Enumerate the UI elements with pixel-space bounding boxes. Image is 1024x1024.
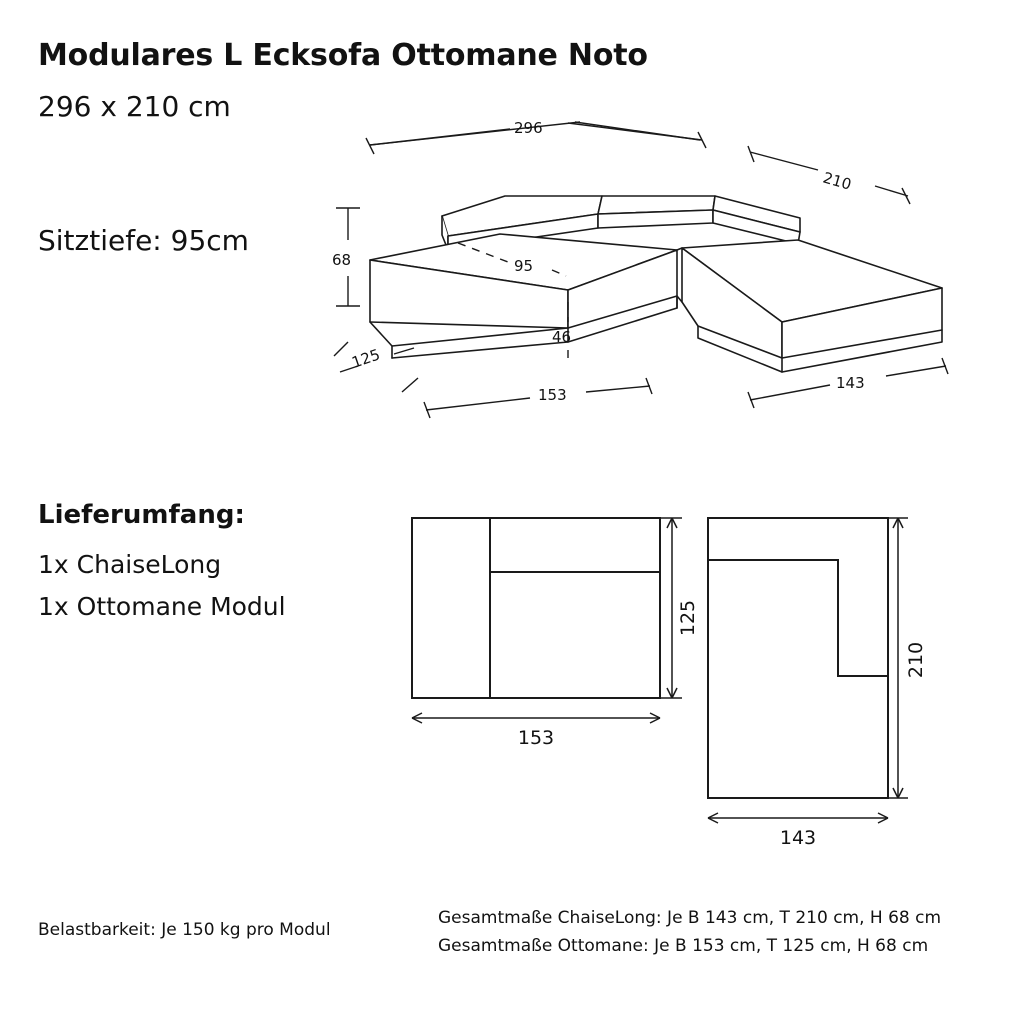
chaiselong-dimensions — [708, 518, 908, 823]
seat-depth-label: Sitztiefe: 95cm — [38, 224, 249, 257]
sofa-perspective-outline — [370, 196, 942, 372]
page-subtitle: 296 x 210 cm — [38, 90, 231, 123]
perspective-sofa-drawing — [330, 110, 970, 440]
dim-module-depth: 125 — [349, 345, 383, 372]
dim-total-width: 296 — [514, 119, 543, 137]
ottomane-plan-shape — [412, 518, 660, 698]
dim-height: 68 — [332, 251, 352, 269]
plan-ottomane-width: 153 — [517, 727, 555, 749]
page-title: Modulares L Ecksofa Ottomane Noto — [38, 38, 648, 73]
load-capacity-note: Belastbarkeit: Je 150 kg pro Modul — [38, 920, 331, 940]
dim-seat-height: 46 — [552, 328, 572, 346]
dim-seat-depth: 95 — [514, 257, 534, 275]
overall-dims-ottomane: Gesamtmaße Ottomane: Je B 153 cm, T 125 cm, H 68 cm — [438, 936, 929, 956]
overall-dims-chaiselong: Gesamtmaße ChaiseLong: Je B 143 cm, T 210 cm, H 68 cm — [438, 908, 942, 928]
plan-chaise-width: 143 — [779, 827, 817, 849]
scope-item-chaiselong: 1x ChaiseLong — [38, 550, 222, 579]
top-view-plan-drawing — [390, 500, 990, 860]
scope-of-delivery-heading: Lieferumfang: — [38, 500, 245, 530]
scope-item-ottomane: 1x Ottomane Modul — [38, 592, 286, 621]
dim-total-depth: 210 — [820, 168, 854, 194]
ottomane-dimensions — [412, 518, 682, 723]
dim-chaise-width: 143 — [836, 374, 865, 392]
plan-chaise-depth: 210 — [905, 641, 927, 679]
plan-ottomane-depth: 125 — [677, 599, 699, 637]
dim-module-width: 153 — [538, 386, 567, 404]
chaiselong-plan-shape — [708, 518, 888, 798]
